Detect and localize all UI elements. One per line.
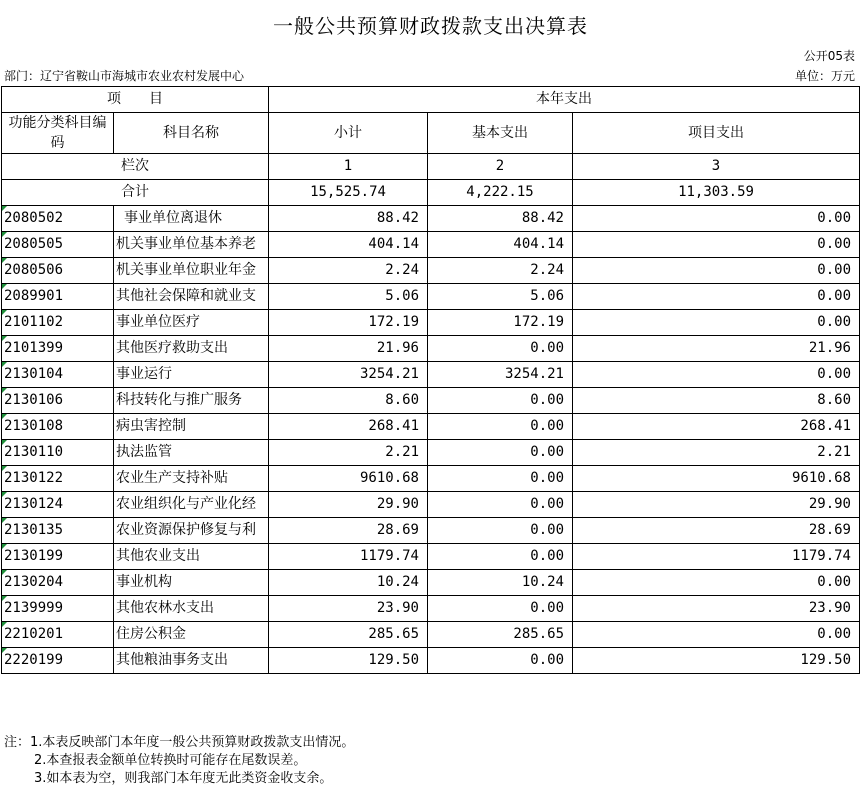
- row-project: 1179.74: [573, 544, 860, 570]
- row-basic: 0.00: [428, 336, 573, 362]
- note-2: 2.本查报表金额单位转换时可能存在尾数误差。: [34, 753, 307, 768]
- project-header: 项目支出: [573, 113, 860, 154]
- form-number: 公开05表: [803, 49, 855, 63]
- index-row: [2, 154, 860, 180]
- row-basic: 285.65: [428, 622, 573, 648]
- row-project: 0.00: [573, 258, 860, 284]
- row-subtotal: 2.21: [269, 440, 428, 466]
- row-code: 2101399: [2, 336, 114, 362]
- row-name: 事业单位医疗: [114, 310, 269, 336]
- department-label: 部门：辽宁省鞍山市海城市农业农村发展中心: [4, 69, 245, 83]
- table-row: [2, 492, 860, 518]
- row-code: 2130106: [2, 388, 114, 414]
- row-code: 2220199: [2, 648, 114, 674]
- row-project: 28.69: [573, 518, 860, 544]
- row-basic: 0.00: [428, 414, 573, 440]
- index-label: 栏次: [2, 154, 269, 180]
- note-3: 3.如本表为空，则我部门本年度无此类资金收支余。: [34, 771, 333, 786]
- row-project: 0.00: [573, 622, 860, 648]
- row-name: 其他农业支出: [114, 544, 269, 570]
- notes: [4, 734, 354, 788]
- table-row: [2, 518, 860, 544]
- table-row: [2, 388, 860, 414]
- row-project: 8.60: [573, 388, 860, 414]
- row-subtotal: 10.24: [269, 570, 428, 596]
- table-row: [2, 284, 860, 310]
- row-name: 执法监管: [114, 440, 269, 466]
- row-project: 23.90: [573, 596, 860, 622]
- row-project: 268.41: [573, 414, 860, 440]
- code-header: 功能分类科目编码: [2, 113, 114, 154]
- row-name: 事业运行: [114, 362, 269, 388]
- header-row-1: [2, 87, 860, 113]
- row-subtotal: 29.90: [269, 492, 428, 518]
- row-name: 农业资源保护修复与利: [114, 518, 269, 544]
- row-basic: 2.24: [428, 258, 573, 284]
- expenditure-table: [1, 86, 860, 674]
- row-basic: 0.00: [428, 544, 573, 570]
- row-basic: 172.19: [428, 310, 573, 336]
- table-row: [2, 232, 860, 258]
- index-1: 1: [269, 154, 428, 180]
- table-row: [2, 258, 860, 284]
- row-name: 其他农林水支出: [114, 596, 269, 622]
- row-code: 2101102: [2, 310, 114, 336]
- row-project: 2.21: [573, 440, 860, 466]
- table-row: [2, 414, 860, 440]
- row-basic: 404.14: [428, 232, 573, 258]
- row-subtotal: 5.06: [269, 284, 428, 310]
- row-subtotal: 404.14: [269, 232, 428, 258]
- row-project: 0.00: [573, 232, 860, 258]
- current-year-header: 本年支出: [269, 87, 860, 113]
- name-header: 科目名称: [114, 113, 269, 154]
- table-row: [2, 440, 860, 466]
- row-code: 2080502: [2, 206, 114, 232]
- row-code: 2130108: [2, 414, 114, 440]
- table-row: [2, 336, 860, 362]
- page-title: 一般公共预算财政拨款支出决算表: [273, 14, 588, 38]
- row-project: 0.00: [573, 310, 860, 336]
- total-row: [2, 180, 860, 206]
- header-row-2: [2, 113, 860, 154]
- row-project: 29.90: [573, 492, 860, 518]
- row-name: 事业单位离退休: [114, 206, 269, 232]
- total-subtotal: 15,525.74: [269, 180, 428, 206]
- row-subtotal: 1179.74: [269, 544, 428, 570]
- row-code: 2080505: [2, 232, 114, 258]
- row-subtotal: 23.90: [269, 596, 428, 622]
- row-name: 其他社会保障和就业支: [114, 284, 269, 310]
- row-code: 2080506: [2, 258, 114, 284]
- row-code: 2089901: [2, 284, 114, 310]
- row-subtotal: 2.24: [269, 258, 428, 284]
- row-subtotal: 8.60: [269, 388, 428, 414]
- row-name: 住房公积金: [114, 622, 269, 648]
- row-subtotal: 285.65: [269, 622, 428, 648]
- row-basic: 0.00: [428, 466, 573, 492]
- row-code: 2130204: [2, 570, 114, 596]
- row-subtotal: 9610.68: [269, 466, 428, 492]
- row-subtotal: 3254.21: [269, 362, 428, 388]
- row-basic: 5.06: [428, 284, 573, 310]
- row-subtotal: 28.69: [269, 518, 428, 544]
- index-3: 3: [573, 154, 860, 180]
- table-row: [2, 648, 860, 674]
- row-basic: 3254.21: [428, 362, 573, 388]
- row-code: 2210201: [2, 622, 114, 648]
- row-project: 129.50: [573, 648, 860, 674]
- row-basic: 0.00: [428, 648, 573, 674]
- row-project: 9610.68: [573, 466, 860, 492]
- row-name: 农业组织化与产业化经: [114, 492, 269, 518]
- row-name: 机关事业单位基本养老: [114, 232, 269, 258]
- row-basic: 0.00: [428, 492, 573, 518]
- index-2: 2: [428, 154, 573, 180]
- table-row: [2, 466, 860, 492]
- row-project: 0.00: [573, 570, 860, 596]
- total-basic: 4,222.15: [428, 180, 573, 206]
- row-basic: 0.00: [428, 388, 573, 414]
- subtotal-header: 小计: [269, 113, 428, 154]
- row-project: 0.00: [573, 284, 860, 310]
- row-subtotal: 172.19: [269, 310, 428, 336]
- row-code: 2130122: [2, 466, 114, 492]
- row-name: 机关事业单位职业年金: [114, 258, 269, 284]
- total-project: 11,303.59: [573, 180, 860, 206]
- row-basic: 0.00: [428, 440, 573, 466]
- row-project: 0.00: [573, 206, 860, 232]
- row-basic: 88.42: [428, 206, 573, 232]
- row-basic: 0.00: [428, 596, 573, 622]
- row-name: 病虫害控制: [114, 414, 269, 440]
- table-row: [2, 206, 860, 232]
- basic-header: 基本支出: [428, 113, 573, 154]
- row-code: 2139999: [2, 596, 114, 622]
- row-subtotal: 268.41: [269, 414, 428, 440]
- note-1: 注：1.本表反映部门本年度一般公共预算财政拨款支出情况。: [4, 735, 355, 750]
- row-project: 0.00: [573, 362, 860, 388]
- row-code: 2130124: [2, 492, 114, 518]
- unit-label: 单位：万元: [794, 69, 855, 83]
- row-basic: 0.00: [428, 518, 573, 544]
- row-subtotal: 21.96: [269, 336, 428, 362]
- row-name: 农业生产支持补贴: [114, 466, 269, 492]
- row-basic: 10.24: [428, 570, 573, 596]
- row-code: 2130199: [2, 544, 114, 570]
- row-code: 2130135: [2, 518, 114, 544]
- row-name: 其他粮油事务支出: [114, 648, 269, 674]
- table-row: [2, 596, 860, 622]
- table-row: [2, 362, 860, 388]
- item-header: 项 目: [2, 87, 269, 113]
- row-name: 事业机构: [114, 570, 269, 596]
- row-subtotal: 88.42: [269, 206, 428, 232]
- total-label: 合计: [2, 180, 269, 206]
- row-subtotal: 129.50: [269, 648, 428, 674]
- table-row: [2, 622, 860, 648]
- table-row: [2, 544, 860, 570]
- table-row: [2, 570, 860, 596]
- row-code: 2130110: [2, 440, 114, 466]
- row-name: 科技转化与推广服务: [114, 388, 269, 414]
- row-code: 2130104: [2, 362, 114, 388]
- row-project: 21.96: [573, 336, 860, 362]
- table-row: [2, 310, 860, 336]
- row-name: 其他医疗救助支出: [114, 336, 269, 362]
